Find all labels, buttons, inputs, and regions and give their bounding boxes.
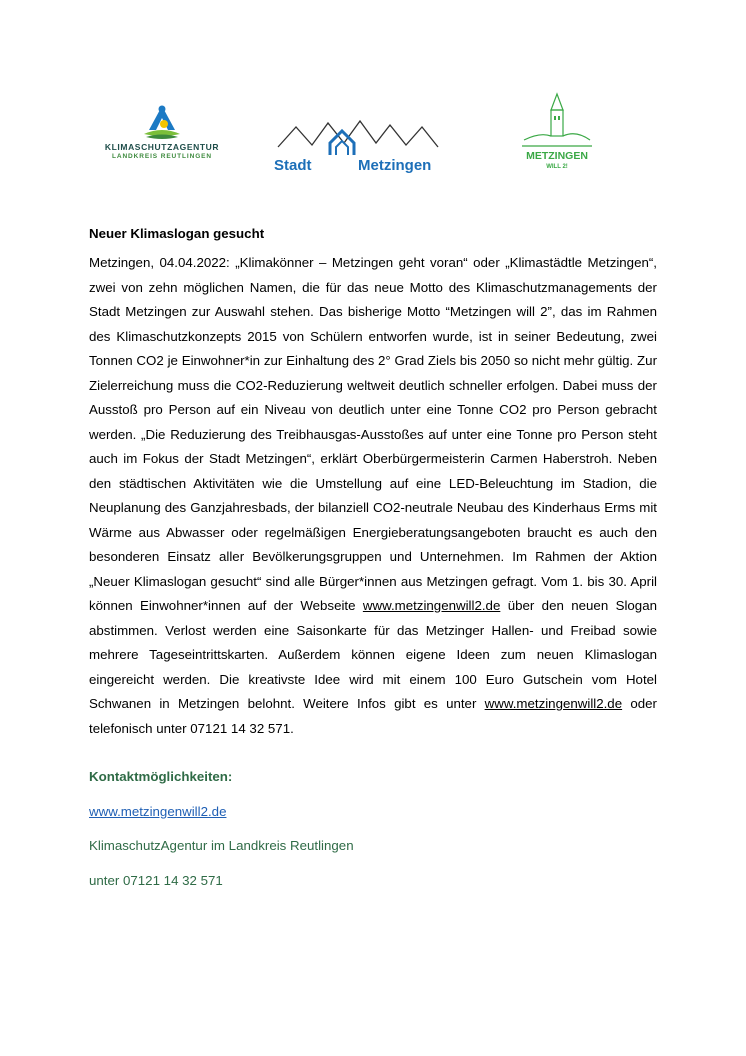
metzingen-will-2-logo [518, 92, 596, 174]
website-link-inline[interactable]: www.metzingenwill2.de [362, 598, 501, 613]
press-release [89, 224, 657, 893]
contact-website-link[interactable]: www.metzingenwill2.de [89, 803, 227, 819]
article-body-part3: oder telefonisch unter 07121 14 32 571. [89, 696, 657, 736]
contact-heading: Kontaktmöglichkeiten: [89, 769, 233, 784]
metzingen-will-2-line2: WILL 2! [546, 164, 568, 170]
klimaschutzagentur-logo-line1: KLIMASCHUTZAGENTUR [104, 142, 220, 152]
article-body-part1: Metzingen, 04.04.2022: „Klimakönner – Metzingen geht voran“ oder „Klimastädtle Metzingen“, zwei von zehn möglichen Namen, die für das neue Motto des Klimaschutzmanagements der Stadt Metzingen zur Auswahl stehen. Das bisherige Motto “Metzingen will 2”, das im Rahmen des Klimaschutzkonzepts 2015 von Schülern entworfen wurde, ist in seiner Bedeutung, zwei Tonnen CO2 je Einwohner*in zur Einhaltung des 2° Grad Ziels bis 2050 so nicht mehr gültig. Zur Zielerreichung muss die CO2-Reduzierung weltweit deutlich schneller erfolgen. Dabei muss der Ausstoß pro Person auf ein Niveau von deutlich unter eine Tonne CO2 pro Person gebracht werden. „Die Reduzierung des Treibhausgas-Ausstoßes auf unter eine Tonne pro Person steht auch im Fokus der Stadt Metzingen“, erklärt Oberbürgermeisterin Carmen Haberstroh. Neben den städtischen Aktivitäten wie die Umstellung auf eine LED-Beleuchtung im Stadion, die Neuplanung des Ganzjahresbads, der bilanziell CO2-neutrale Neubau des Kinderhaus Erms mit Wärme aus Abwasser oder regelmäßigen Energieberatungsangeboten braucht es auch den besonderen Einsatz aller Bevölkerungsgruppen und Unternehmen. Im Rahmen der Aktion „Neuer Klimaslogan gesucht“ sind alle Bürger*innen aus Metzingen gefragt. Vom 1. bis 30. April können Einwohner*innen auf der Webseite [89, 255, 657, 613]
website-link-inline-2[interactable]: www.metzingenwill2.de [484, 696, 623, 711]
klimaschutzagentur-emblem-icon [92, 104, 232, 142]
article-title: Neuer Klimaslogan gesucht [89, 226, 265, 241]
church-tower-icon [518, 92, 596, 150]
metzingen-word: Metzingen [358, 157, 432, 174]
roofline-icon [272, 117, 444, 157]
klimaschutzagentur-logo-line2: LANDKREIS REUTLINGEN [112, 153, 212, 160]
article-body [89, 251, 657, 741]
contact-link-line [89, 800, 657, 825]
article-body-part2: über den neuen Slogan abstimmen. Verlost werden eine Saisonkarte für das Metzinger Hallen- und Freibad sowie mehrere Tageseintrittskarten. Außerdem können eigene Ideen zum neuen Klimaslogan eingereicht werden. Die kreativste Idee wird mit einem 100 Euro Gutschein vom Hotel Schwanen in Metzingen belohnt. Weitere Infos gibt es unter [89, 598, 657, 711]
logo-header [0, 0, 746, 190]
klimaschutzagentur-logo [92, 104, 232, 168]
metzingen-will-2-line1: METZINGEN [526, 150, 588, 162]
contact-phone: unter 07121 14 32 571 [89, 872, 223, 888]
contact-organization: KlimaschutzAgentur im Landkreis Reutlingen [89, 838, 354, 853]
stadt-word: Stadt [274, 157, 312, 174]
stadt-metzingen-logo [272, 117, 444, 181]
